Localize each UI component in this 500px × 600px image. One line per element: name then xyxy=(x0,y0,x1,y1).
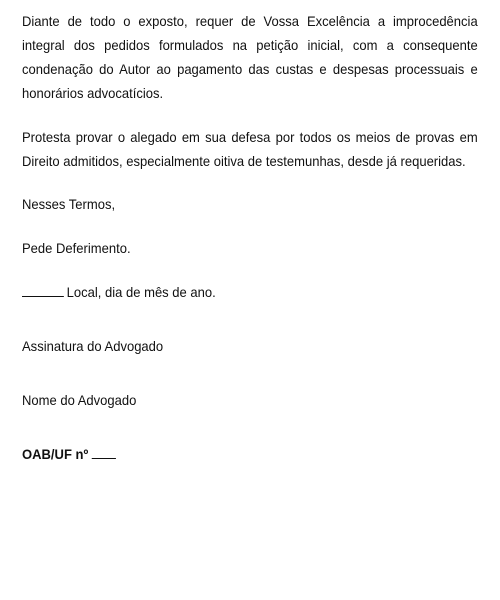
closing-terms: Nesses Termos, xyxy=(22,196,116,212)
closing-request: Pede Deferimento. xyxy=(22,240,131,256)
date-text: Local, dia de mês de ano. xyxy=(66,284,216,300)
oab-line xyxy=(22,442,446,466)
oab-label: OAB/UF nº xyxy=(22,446,89,462)
paragraph-request: Diante de todo o exposto, requer de Vossa Excelência a improcedência integral dos pedidos formulados na petição inicial, com a consequente condenação do Autor ao pagamento das custas e despesas processuais e honorários advocatícios. xyxy=(22,13,478,101)
date-line xyxy=(22,280,446,304)
paragraph-evidence: Protesta provar o alegado em sua defesa por todos os meios de provas em Direito admitidos, especialmente oitiva de testemunhas, desde já requeridas. xyxy=(22,129,478,169)
oab-blank xyxy=(92,444,116,459)
document-body xyxy=(22,9,478,466)
date-blank xyxy=(22,282,64,297)
lawyer-name-label: Nome do Advogado xyxy=(22,392,137,408)
signature-label: Assinatura do Advogado xyxy=(22,338,164,354)
